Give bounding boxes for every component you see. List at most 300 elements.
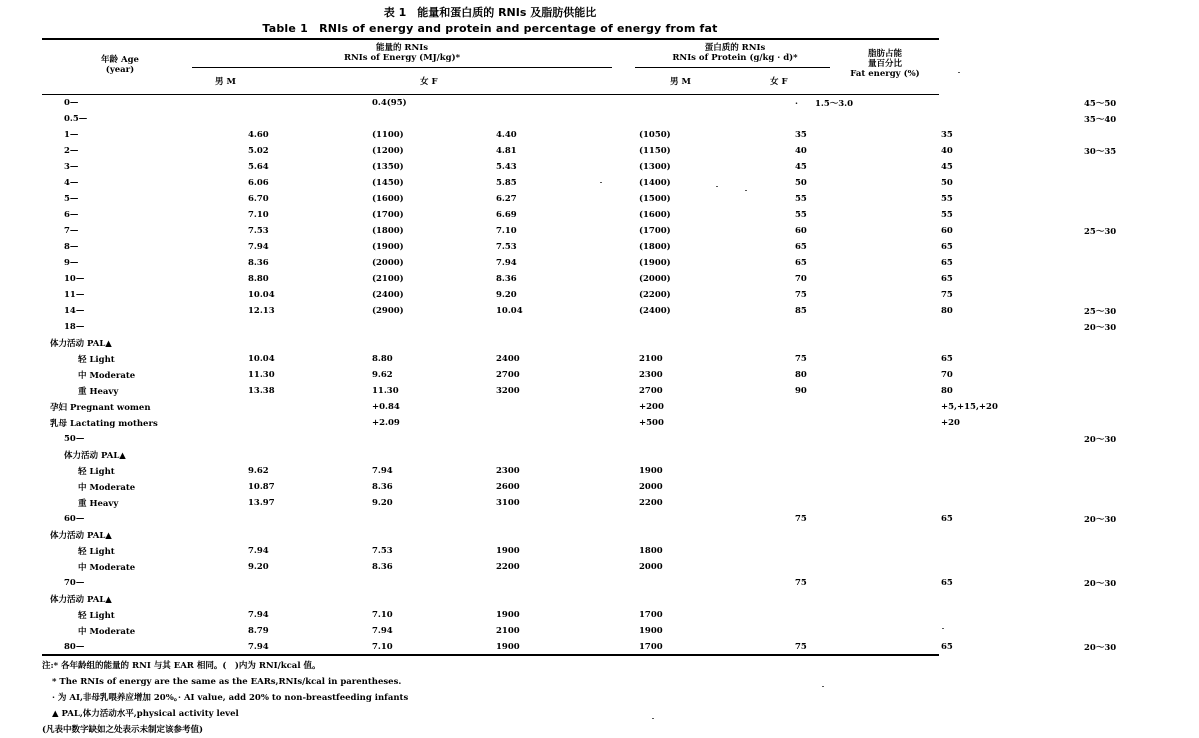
row-age-cell: 60— xyxy=(64,514,85,524)
energy-female-kcal-cell: 2100 xyxy=(639,354,663,364)
energy-female-cell: 1900 xyxy=(496,642,520,652)
energy-female-kcal-cell: (1900) xyxy=(639,258,671,268)
energy-male-kcal-cell: 7.53 xyxy=(372,546,393,556)
protein-male-cell xyxy=(759,559,905,575)
energy-male-kcal-cell: (2000) xyxy=(372,258,404,268)
energy-female-kcal-cell xyxy=(591,111,759,127)
fat-energy-cell xyxy=(1046,527,1199,543)
protein-female-cell xyxy=(905,447,1046,463)
fat-header-cn-2: 量百分比 xyxy=(867,59,902,69)
energy-female-cell: 1900 xyxy=(496,610,520,620)
energy-female-kcal-cell xyxy=(591,591,759,607)
energy-female-cell: 9.20 xyxy=(496,290,517,300)
row-age-cell: 5— xyxy=(64,194,79,204)
fat-energy-cell xyxy=(1046,543,1199,559)
table-row xyxy=(42,559,1199,575)
energy-male-cell xyxy=(214,431,340,447)
top-rule xyxy=(42,38,939,40)
energy-male-cell: 7.94 xyxy=(248,642,269,652)
energy-female-kcal-cell: (1500) xyxy=(639,194,671,204)
energy-female-cell: 7.94 xyxy=(496,258,517,268)
table-row xyxy=(42,623,1199,639)
energy-male-cell: 8.80 xyxy=(248,274,269,284)
protein-male-header: 男 M xyxy=(670,77,691,87)
energy-female-cell xyxy=(482,431,591,447)
protein-male-cell xyxy=(759,463,905,479)
energy-male-kcal-cell xyxy=(340,527,482,543)
fat-energy-cell xyxy=(1046,399,1199,415)
energy-male-kcal-cell: 8.36 xyxy=(372,562,393,572)
table-row xyxy=(42,591,1199,607)
table-row xyxy=(42,319,1199,335)
fat-energy-cell xyxy=(1046,287,1199,303)
row-age-cell: 50— xyxy=(64,434,85,444)
energy-female-cell: 6.27 xyxy=(496,194,517,204)
protein-male-cell: 75 xyxy=(795,514,807,524)
energy-male-kcal-cell: +2.09 xyxy=(372,418,400,428)
energy-male-kcal-cell: 8.80 xyxy=(372,354,393,364)
energy-female-kcal-cell: 2000 xyxy=(639,562,663,572)
protein-female-cell xyxy=(905,111,1046,127)
table-row xyxy=(42,271,1199,287)
protein-male-cell: 65 xyxy=(795,258,807,268)
table-row xyxy=(42,415,1199,431)
table-row xyxy=(42,351,1199,367)
energy-male-cell xyxy=(214,447,340,463)
energy-female-cell: 3200 xyxy=(496,386,520,396)
energy-female-kcal-cell xyxy=(591,447,759,463)
energy-male-kcal-cell: (2100) xyxy=(372,274,404,284)
protein-female-cell xyxy=(905,623,1046,639)
row-age-cell: 9— xyxy=(64,258,79,268)
scan-speck xyxy=(716,186,718,187)
energy-male-cell: 5.02 xyxy=(248,146,269,156)
protein-male-cell: 45 xyxy=(795,162,807,172)
protein-header-cn: 蛋白质的 RNIs xyxy=(704,43,766,53)
energy-female-cell: 10.04 xyxy=(496,306,523,316)
age-header: 年龄 Age xyxy=(101,55,139,65)
footnote: (凡表中数字缺如之处表示未制定该参考值) xyxy=(42,725,204,735)
row-age-cell: 体力活动 PAL▲ xyxy=(50,595,112,605)
footnote: * The RNIs of energy are the same as the EARs,RNIs/kcal in parentheses. xyxy=(52,677,402,687)
energy-male-kcal-cell: 7.94 xyxy=(372,466,393,476)
energy-female-cell xyxy=(482,591,591,607)
row-age-cell: 中 Moderate xyxy=(78,371,136,381)
protein-male-cell xyxy=(759,591,905,607)
protein-female-cell: 55 xyxy=(941,210,953,220)
fat-energy-cell xyxy=(1046,607,1199,623)
fat-energy-cell xyxy=(1046,335,1199,351)
energy-female-cell xyxy=(482,447,591,463)
protein-female-cell: 80 xyxy=(941,386,953,396)
fat-energy-cell xyxy=(1046,623,1199,639)
row-age-cell: 中 Moderate xyxy=(78,563,136,573)
table-row xyxy=(42,575,1199,591)
table-row xyxy=(42,239,1199,255)
energy-male-kcal-cell: (1450) xyxy=(372,178,404,188)
fat-energy-cell: 25～30 xyxy=(1084,307,1117,317)
bottom-rule xyxy=(42,654,939,656)
protein-male-cell xyxy=(759,319,905,335)
energy-male-kcal-cell: (1100) xyxy=(372,130,404,140)
table-row xyxy=(42,607,1199,623)
energy-female-kcal-cell: 1700 xyxy=(639,642,663,652)
energy-female-cell: 2200 xyxy=(496,562,520,572)
energy-male-cell: 4.60 xyxy=(248,130,269,140)
protein-female-cell: 40 xyxy=(941,146,953,156)
energy-male-cell: 9.20 xyxy=(248,562,269,572)
row-age-cell: 乳母 Lactating mothers xyxy=(50,419,158,429)
energy-female-kcal-cell xyxy=(591,319,759,335)
row-age-cell: 11— xyxy=(64,290,85,300)
energy-male-kcal-cell: 0.4(95) xyxy=(372,98,407,108)
fat-energy-cell xyxy=(1046,207,1199,223)
row-age-cell: 0— xyxy=(64,98,79,108)
protein-female-cell: 60 xyxy=(941,226,953,236)
scan-speck xyxy=(958,72,960,73)
scan-speck xyxy=(822,686,824,687)
fat-energy-cell: 30～35 xyxy=(1084,147,1117,157)
energy-female-cell xyxy=(482,415,591,431)
fat-energy-cell xyxy=(1046,159,1199,175)
row-age-cell: 8— xyxy=(64,242,79,252)
energy-female-cell xyxy=(482,527,591,543)
footnote: · 为 AI,非母乳喂养应增加 20%。· AI value, add 20% to non-breastfeeding infants xyxy=(52,693,409,703)
energy-female-cell xyxy=(482,95,591,111)
energy-header-cn: 能量的 RNIs xyxy=(375,43,429,53)
table-row xyxy=(42,527,1199,543)
table-row xyxy=(42,399,1199,415)
energy-male-cell: 7.53 xyxy=(248,226,269,236)
table-row xyxy=(42,111,1199,127)
energy-male-cell xyxy=(214,111,340,127)
table-row xyxy=(42,479,1199,495)
energy-male-cell xyxy=(214,415,340,431)
fat-energy-cell xyxy=(1046,415,1199,431)
row-age-cell: 6— xyxy=(64,210,79,220)
energy-female-kcal-cell: (1050) xyxy=(639,130,671,140)
protein-female-cell: 65 xyxy=(941,514,953,524)
energy-female-cell: 3100 xyxy=(496,498,520,508)
protein-female-cell xyxy=(905,591,1046,607)
energy-male-cell xyxy=(214,575,340,591)
table-row xyxy=(42,255,1199,271)
energy-male-cell xyxy=(214,591,340,607)
table-row xyxy=(42,287,1199,303)
fat-energy-cell xyxy=(1046,383,1199,399)
protein-female-cell: 50 xyxy=(941,178,953,188)
energy-male-cell: 7.94 xyxy=(248,546,269,556)
fat-header-cn-1: 脂肪占能 xyxy=(867,49,902,59)
table-row xyxy=(42,639,1199,655)
energy-male-kcal-cell xyxy=(340,447,482,463)
energy-female-kcal-cell: 1900 xyxy=(639,466,663,476)
energy-female-cell xyxy=(482,335,591,351)
protein-male-cell: · 1.5～3.0 xyxy=(795,99,854,109)
energy-male-kcal-cell: 7.94 xyxy=(372,626,393,636)
energy-male-kcal-cell: 9.62 xyxy=(372,370,393,380)
energy-male-cell: 6.06 xyxy=(248,178,269,188)
protein-female-cell xyxy=(905,607,1046,623)
energy-female-kcal-cell: 2300 xyxy=(639,370,663,380)
energy-female-cell xyxy=(482,399,591,415)
protein-male-cell xyxy=(759,415,905,431)
protein-male-cell: 50 xyxy=(795,178,807,188)
row-age-cell: 80— xyxy=(64,642,85,652)
energy-male-cell xyxy=(214,335,340,351)
fat-energy-cell: 20～30 xyxy=(1084,323,1117,333)
energy-female-kcal-cell: 1900 xyxy=(639,626,663,636)
fat-energy-cell xyxy=(1046,239,1199,255)
energy-female-cell: 2100 xyxy=(496,626,520,636)
protein-female-cell: 65 xyxy=(941,354,953,364)
energy-male-kcal-cell xyxy=(340,319,482,335)
energy-female-kcal-cell: (2200) xyxy=(639,290,671,300)
protein-female-cell xyxy=(905,335,1046,351)
footnote: 注:* 各年龄组的能量的 RNI 与其 EAR 相同。( )内为 RNI/kcal 值。 xyxy=(42,661,321,671)
energy-female-header: 女 F xyxy=(420,77,438,87)
protein-male-cell xyxy=(759,527,905,543)
protein-male-cell: 75 xyxy=(795,354,807,364)
fat-energy-cell: 20～30 xyxy=(1084,579,1117,589)
table-row xyxy=(42,543,1199,559)
protein-male-cell xyxy=(759,111,905,127)
energy-male-cell: 11.30 xyxy=(248,370,275,380)
energy-male-kcal-cell: (1800) xyxy=(372,226,404,236)
energy-female-cell xyxy=(482,319,591,335)
fat-energy-cell: 25～30 xyxy=(1084,227,1117,237)
energy-male-header: 男 M xyxy=(215,77,236,87)
protein-female-header: 女 F xyxy=(770,77,788,87)
table-row xyxy=(42,383,1199,399)
energy-male-cell xyxy=(214,527,340,543)
table-row xyxy=(42,367,1199,383)
energy-male-kcal-cell: (1200) xyxy=(372,146,404,156)
row-age-cell: 孕妇 Pregnant women xyxy=(50,403,151,413)
fat-energy-cell xyxy=(1046,175,1199,191)
protein-male-cell: 75 xyxy=(795,290,807,300)
row-age-cell: 重 Heavy xyxy=(78,499,119,509)
energy-male-kcal-cell xyxy=(340,431,482,447)
footnote: ▲ PAL,体力活动水平,physical activity level xyxy=(52,709,239,719)
energy-male-kcal-cell: (1350) xyxy=(372,162,404,172)
row-age-cell: 轻 Light xyxy=(78,547,115,557)
protein-female-cell xyxy=(905,559,1046,575)
table-row xyxy=(42,95,1199,111)
energy-header-en: RNIs of Energy (MJ/kg)* xyxy=(343,53,461,63)
energy-male-cell: 8.79 xyxy=(248,626,269,636)
row-age-cell: 70— xyxy=(64,578,85,588)
energy-male-kcal-cell: 9.20 xyxy=(372,498,393,508)
fat-energy-cell xyxy=(1046,447,1199,463)
table-row xyxy=(42,159,1199,175)
row-age-cell: 14— xyxy=(64,306,85,316)
protein-male-cell: 35 xyxy=(795,130,807,140)
protein-male-cell: 85 xyxy=(795,306,807,316)
energy-female-kcal-cell: 1700 xyxy=(639,610,663,620)
energy-male-cell: 7.10 xyxy=(248,210,269,220)
energy-header-rule xyxy=(192,67,612,68)
energy-male-cell xyxy=(214,319,340,335)
energy-male-kcal-cell: (1600) xyxy=(372,194,404,204)
table-title-chinese: 表 1 能量和蛋白质的 RNIs 及脂肪供能比 xyxy=(383,6,597,19)
row-age-cell: 0.5— xyxy=(64,114,88,124)
protein-female-cell: 65 xyxy=(941,642,953,652)
energy-male-kcal-cell: 11.30 xyxy=(372,386,399,396)
energy-male-cell: 13.38 xyxy=(248,386,275,396)
protein-female-cell: 65 xyxy=(941,578,953,588)
table-row xyxy=(42,495,1199,511)
protein-female-cell xyxy=(905,319,1046,335)
age-unit-header: (year) xyxy=(105,65,135,75)
protein-female-cell: 35 xyxy=(941,130,953,140)
energy-female-kcal-cell: (1150) xyxy=(639,146,671,156)
fat-energy-cell: 45～50 xyxy=(1084,99,1117,109)
table-row xyxy=(42,431,1199,447)
protein-male-cell xyxy=(759,399,905,415)
row-age-cell: 1— xyxy=(64,130,79,140)
protein-female-cell xyxy=(905,95,1046,111)
energy-female-cell: 2300 xyxy=(496,466,520,476)
energy-male-cell: 7.94 xyxy=(248,242,269,252)
table-row xyxy=(42,191,1199,207)
protein-male-cell: 70 xyxy=(795,274,807,284)
energy-male-cell: 12.13 xyxy=(248,306,275,316)
energy-male-kcal-cell: 8.36 xyxy=(372,482,393,492)
fat-energy-cell xyxy=(1046,495,1199,511)
fat-energy-cell xyxy=(1046,271,1199,287)
energy-female-kcal-cell: 1800 xyxy=(639,546,663,556)
energy-male-kcal-cell: +0.84 xyxy=(372,402,400,412)
scan-speck xyxy=(745,190,747,191)
fat-energy-cell xyxy=(1046,463,1199,479)
row-age-cell: 3— xyxy=(64,162,79,172)
energy-male-cell: 13.97 xyxy=(248,498,275,508)
fat-energy-cell xyxy=(1046,591,1199,607)
fat-energy-cell xyxy=(1046,255,1199,271)
protein-female-cell: 65 xyxy=(941,242,953,252)
table-row xyxy=(42,175,1199,191)
energy-male-cell: 8.36 xyxy=(248,258,269,268)
energy-female-cell: 2600 xyxy=(496,482,520,492)
energy-male-cell xyxy=(214,399,340,415)
scan-speck xyxy=(652,718,654,719)
protein-female-cell: 65 xyxy=(941,274,953,284)
energy-female-cell: 2700 xyxy=(496,370,520,380)
table-row xyxy=(42,223,1199,239)
protein-female-cell xyxy=(905,543,1046,559)
energy-male-kcal-cell xyxy=(340,575,482,591)
protein-female-cell xyxy=(905,463,1046,479)
table-row xyxy=(42,511,1199,527)
protein-male-cell xyxy=(759,431,905,447)
energy-male-kcal-cell xyxy=(340,591,482,607)
table-row xyxy=(42,463,1199,479)
scan-speck xyxy=(600,182,602,183)
protein-male-cell: 75 xyxy=(795,642,807,652)
energy-male-kcal-cell xyxy=(340,511,482,527)
row-age-cell: 7— xyxy=(64,226,79,236)
energy-female-cell: 7.53 xyxy=(496,242,517,252)
energy-female-kcal-cell: 2700 xyxy=(639,386,663,396)
fat-energy-cell xyxy=(1046,351,1199,367)
protein-male-cell: 80 xyxy=(795,370,807,380)
energy-male-cell: 10.87 xyxy=(248,482,275,492)
energy-female-cell: 7.10 xyxy=(496,226,517,236)
energy-female-cell: 2400 xyxy=(496,354,520,364)
table-row xyxy=(42,303,1199,319)
energy-female-cell: 8.36 xyxy=(496,274,517,284)
energy-female-kcal-cell: 2000 xyxy=(639,482,663,492)
energy-male-kcal-cell: (2400) xyxy=(372,290,404,300)
row-age-cell: 18— xyxy=(64,322,85,332)
fat-header-en: Fat energy (%) xyxy=(850,69,920,79)
energy-female-cell xyxy=(482,111,591,127)
energy-male-cell xyxy=(214,511,340,527)
energy-female-kcal-cell: (2400) xyxy=(639,306,671,316)
protein-male-cell xyxy=(759,335,905,351)
energy-male-kcal-cell: (1900) xyxy=(372,242,404,252)
row-age-cell: 轻 Light xyxy=(78,611,115,621)
energy-male-cell: 7.94 xyxy=(248,610,269,620)
energy-male-kcal-cell xyxy=(340,111,482,127)
energy-female-cell: 4.40 xyxy=(496,130,517,140)
energy-female-kcal-cell: (1800) xyxy=(639,242,671,252)
protein-male-cell: 65 xyxy=(795,242,807,252)
row-age-cell: 10— xyxy=(64,274,85,284)
energy-female-cell: 5.43 xyxy=(496,162,517,172)
energy-female-cell: 1900 xyxy=(496,546,520,556)
energy-female-cell: 6.69 xyxy=(496,210,517,220)
protein-male-cell xyxy=(759,447,905,463)
energy-male-kcal-cell: (2900) xyxy=(372,306,404,316)
energy-female-cell: 5.85 xyxy=(496,178,517,188)
protein-male-cell xyxy=(759,495,905,511)
protein-female-cell: 80 xyxy=(941,306,953,316)
table-row xyxy=(42,143,1199,159)
energy-female-cell xyxy=(482,575,591,591)
fat-energy-cell xyxy=(1046,479,1199,495)
energy-male-cell: 10.04 xyxy=(248,290,275,300)
row-age-cell: 轻 Light xyxy=(78,355,115,365)
row-age-cell: 中 Moderate xyxy=(78,483,136,493)
energy-female-kcal-cell: 2200 xyxy=(639,498,663,508)
energy-male-cell: 6.70 xyxy=(248,194,269,204)
protein-female-cell: 75 xyxy=(941,290,953,300)
protein-female-cell xyxy=(905,495,1046,511)
energy-female-kcal-cell xyxy=(591,527,759,543)
energy-male-cell: 5.64 xyxy=(248,162,269,172)
scan-speck xyxy=(942,628,944,629)
protein-male-cell: 75 xyxy=(795,578,807,588)
row-age-cell: 2— xyxy=(64,146,79,156)
energy-male-kcal-cell xyxy=(340,335,482,351)
protein-female-cell: +5,+15,+20 xyxy=(941,402,998,412)
protein-male-cell xyxy=(759,543,905,559)
protein-male-cell: 55 xyxy=(795,210,807,220)
energy-female-kcal-cell xyxy=(591,95,759,111)
fat-energy-cell: 35～40 xyxy=(1084,115,1117,125)
energy-male-kcal-cell: 7.10 xyxy=(372,610,393,620)
protein-male-cell: 90 xyxy=(795,386,807,396)
energy-female-kcal-cell xyxy=(591,511,759,527)
energy-female-kcal-cell: +500 xyxy=(639,418,664,428)
energy-male-cell: 10.04 xyxy=(248,354,275,364)
fat-energy-cell xyxy=(1046,127,1199,143)
protein-male-cell: 55 xyxy=(795,194,807,204)
energy-male-cell xyxy=(214,95,340,111)
row-age-cell: 重 Heavy xyxy=(78,387,119,397)
